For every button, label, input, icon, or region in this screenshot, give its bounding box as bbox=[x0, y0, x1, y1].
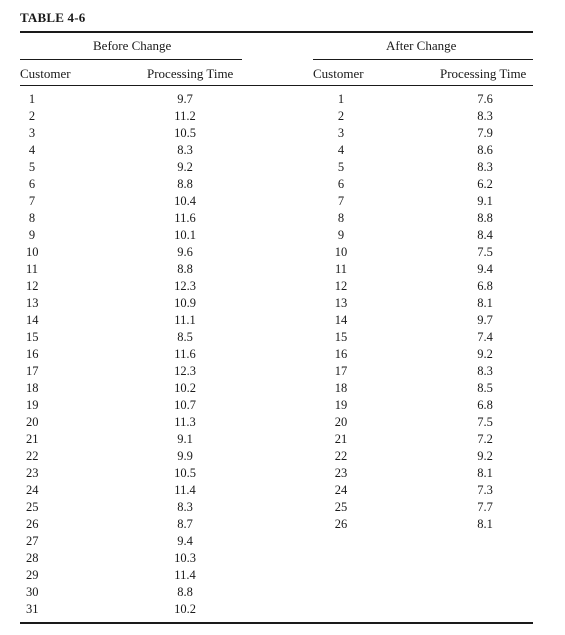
header-rule bbox=[20, 85, 533, 86]
before-customer-cell: 4 bbox=[28, 143, 36, 157]
before-time-cell: 10.4 bbox=[174, 194, 196, 208]
after-time-cell: 6.2 bbox=[477, 177, 493, 191]
before-group-rule bbox=[20, 59, 242, 60]
before-time-cell: 10.1 bbox=[174, 228, 196, 242]
before-customer-cell: 22 bbox=[26, 449, 39, 463]
after-customer-cell: 20 bbox=[334, 415, 348, 429]
before-time-cell: 9.4 bbox=[177, 534, 193, 548]
after-customer-cell: 26 bbox=[334, 517, 348, 531]
after-time-cell: 7.5 bbox=[477, 245, 493, 259]
before-time-cell: 11.3 bbox=[174, 415, 196, 429]
before-customer-cell: 20 bbox=[26, 415, 39, 429]
after-customer-cell: 25 bbox=[334, 500, 348, 514]
before-customer-cell: 3 bbox=[28, 126, 36, 140]
after-time-cell: 8.1 bbox=[477, 296, 493, 310]
before-customer-header: Customer bbox=[20, 66, 71, 81]
before-time-cell: 10.3 bbox=[174, 551, 196, 565]
before-time-cell: 8.8 bbox=[177, 262, 193, 276]
after-customer-cell: 17 bbox=[334, 364, 348, 378]
after-group-rule bbox=[313, 59, 533, 60]
after-customer-cell: 12 bbox=[334, 279, 348, 293]
after-customer-cell: 1 bbox=[337, 92, 345, 106]
before-customer-cell: 18 bbox=[26, 381, 39, 395]
before-time-cell: 11.6 bbox=[174, 347, 196, 361]
after-time-cell: 9.7 bbox=[477, 313, 493, 327]
before-customer-cell: 19 bbox=[26, 398, 39, 412]
before-time-cell: 8.3 bbox=[177, 143, 193, 157]
after-customer-cell: 16 bbox=[334, 347, 348, 361]
after-customer-cell: 5 bbox=[337, 160, 345, 174]
before-time-cell: 10.2 bbox=[174, 381, 196, 395]
after-time-cell: 7.2 bbox=[477, 432, 493, 446]
before-time-cell: 10.5 bbox=[174, 466, 196, 480]
after-time-cell: 8.6 bbox=[477, 143, 493, 157]
after-customer-cell: 21 bbox=[334, 432, 348, 446]
after-customer-cell: 15 bbox=[334, 330, 348, 344]
after-time-cell: 9.2 bbox=[477, 449, 493, 463]
after-customer-cell: 2 bbox=[337, 109, 345, 123]
after-customer-cell: 23 bbox=[334, 466, 348, 480]
before-customer-cell: 29 bbox=[26, 568, 39, 582]
before-customer-cell: 25 bbox=[26, 500, 39, 514]
after-time-header: Processing Time bbox=[440, 66, 527, 81]
after-customer-header: Customer bbox=[313, 66, 364, 81]
before-customer-cell: 27 bbox=[26, 534, 39, 548]
before-customer-cell: 17 bbox=[26, 364, 39, 378]
before-time-cell: 10.5 bbox=[174, 126, 196, 140]
before-time-cell: 9.2 bbox=[177, 160, 193, 174]
before-time-cell: 9.1 bbox=[177, 432, 193, 446]
before-customer-cell: 9 bbox=[28, 228, 36, 242]
after-customer-cell: 14 bbox=[334, 313, 348, 327]
after-time-cell: 8.1 bbox=[477, 466, 493, 480]
after-customer-cell: 10 bbox=[334, 245, 348, 259]
after-customer-cell: 3 bbox=[337, 126, 345, 140]
after-time-cell: 8.5 bbox=[477, 381, 493, 395]
before-customer-cell: 11 bbox=[26, 262, 39, 276]
after-time-cell: 8.3 bbox=[477, 364, 493, 378]
after-time-cell: 8.8 bbox=[477, 211, 493, 225]
before-time-cell: 9.7 bbox=[177, 92, 193, 106]
before-customer-cell: 7 bbox=[28, 194, 36, 208]
after-customer-cell: 24 bbox=[334, 483, 348, 497]
before-time-cell: 10.9 bbox=[174, 296, 196, 310]
after-customer-cell: 19 bbox=[334, 398, 348, 412]
before-time-cell: 8.7 bbox=[177, 517, 193, 531]
after-time-cell: 9.1 bbox=[477, 194, 493, 208]
after-time-cell: 9.2 bbox=[477, 347, 493, 361]
after-customer-cell: 13 bbox=[334, 296, 348, 310]
after-time-cell: 8.1 bbox=[477, 517, 493, 531]
before-customer-cell: 2 bbox=[28, 109, 36, 123]
after-time-cell: 6.8 bbox=[477, 398, 493, 412]
before-time-cell: 8.5 bbox=[177, 330, 193, 344]
after-customer-cell: 4 bbox=[337, 143, 345, 157]
before-customer-cell: 31 bbox=[26, 602, 39, 616]
before-time-cell: 11.1 bbox=[174, 313, 196, 327]
after-time-cell: 8.3 bbox=[477, 160, 493, 174]
after-customer-cell: 22 bbox=[334, 449, 348, 463]
before-time-cell: 12.3 bbox=[174, 364, 196, 378]
before-time-cell: 11.6 bbox=[174, 211, 196, 225]
before-customer-cell: 1 bbox=[28, 92, 36, 106]
before-change-heading: Before Change bbox=[93, 38, 172, 53]
before-customer-cell: 28 bbox=[26, 551, 39, 565]
after-customer-cell: 7 bbox=[337, 194, 345, 208]
before-customer-cell: 14 bbox=[26, 313, 39, 327]
after-change-heading: After Change bbox=[386, 38, 457, 53]
before-time-cell: 12.3 bbox=[174, 279, 196, 293]
before-time-cell: 8.8 bbox=[177, 177, 193, 191]
after-time-cell: 7.5 bbox=[477, 415, 493, 429]
before-customer-cell: 10 bbox=[26, 245, 39, 259]
after-time-cell: 8.3 bbox=[477, 109, 493, 123]
before-time-cell: 10.2 bbox=[174, 602, 196, 616]
before-customer-cell: 12 bbox=[26, 279, 39, 293]
before-time-cell: 11.4 bbox=[174, 568, 196, 582]
after-time-cell: 7.7 bbox=[477, 500, 493, 514]
before-customer-cell: 8 bbox=[28, 211, 36, 225]
before-customer-cell: 30 bbox=[26, 585, 39, 599]
after-time-cell: 7.6 bbox=[477, 92, 493, 106]
before-time-cell: 8.3 bbox=[177, 500, 193, 514]
before-customer-cell: 16 bbox=[26, 347, 39, 361]
before-customer-cell: 24 bbox=[26, 483, 39, 497]
before-time-cell: 10.7 bbox=[174, 398, 196, 412]
after-customer-cell: 6 bbox=[337, 177, 345, 191]
before-customer-cell: 26 bbox=[26, 517, 39, 531]
after-time-cell: 6.8 bbox=[477, 279, 493, 293]
top-rule bbox=[20, 31, 533, 33]
before-time-header: Processing Time bbox=[147, 66, 234, 81]
after-time-cell: 7.9 bbox=[477, 126, 493, 140]
bottom-rule bbox=[20, 622, 533, 624]
before-customer-cell: 15 bbox=[26, 330, 39, 344]
after-time-cell: 7.3 bbox=[477, 483, 493, 497]
table-title: TABLE 4-6 bbox=[20, 10, 86, 25]
after-customer-cell: 18 bbox=[334, 381, 348, 395]
before-time-cell: 9.6 bbox=[177, 245, 193, 259]
after-time-cell: 7.4 bbox=[477, 330, 493, 344]
before-customer-cell: 5 bbox=[28, 160, 36, 174]
after-time-cell: 9.4 bbox=[477, 262, 493, 276]
after-customer-cell: 11 bbox=[334, 262, 348, 276]
after-time-cell: 8.4 bbox=[477, 228, 493, 242]
after-customer-cell: 9 bbox=[337, 228, 345, 242]
before-customer-cell: 6 bbox=[28, 177, 36, 191]
before-time-cell: 11.4 bbox=[174, 483, 196, 497]
before-customer-cell: 23 bbox=[26, 466, 39, 480]
before-time-cell: 8.8 bbox=[177, 585, 193, 599]
before-customer-cell: 21 bbox=[26, 432, 39, 446]
before-time-cell: 9.9 bbox=[177, 449, 193, 463]
after-customer-cell: 8 bbox=[337, 211, 345, 225]
before-customer-cell: 13 bbox=[26, 296, 39, 310]
before-time-cell: 11.2 bbox=[174, 109, 196, 123]
